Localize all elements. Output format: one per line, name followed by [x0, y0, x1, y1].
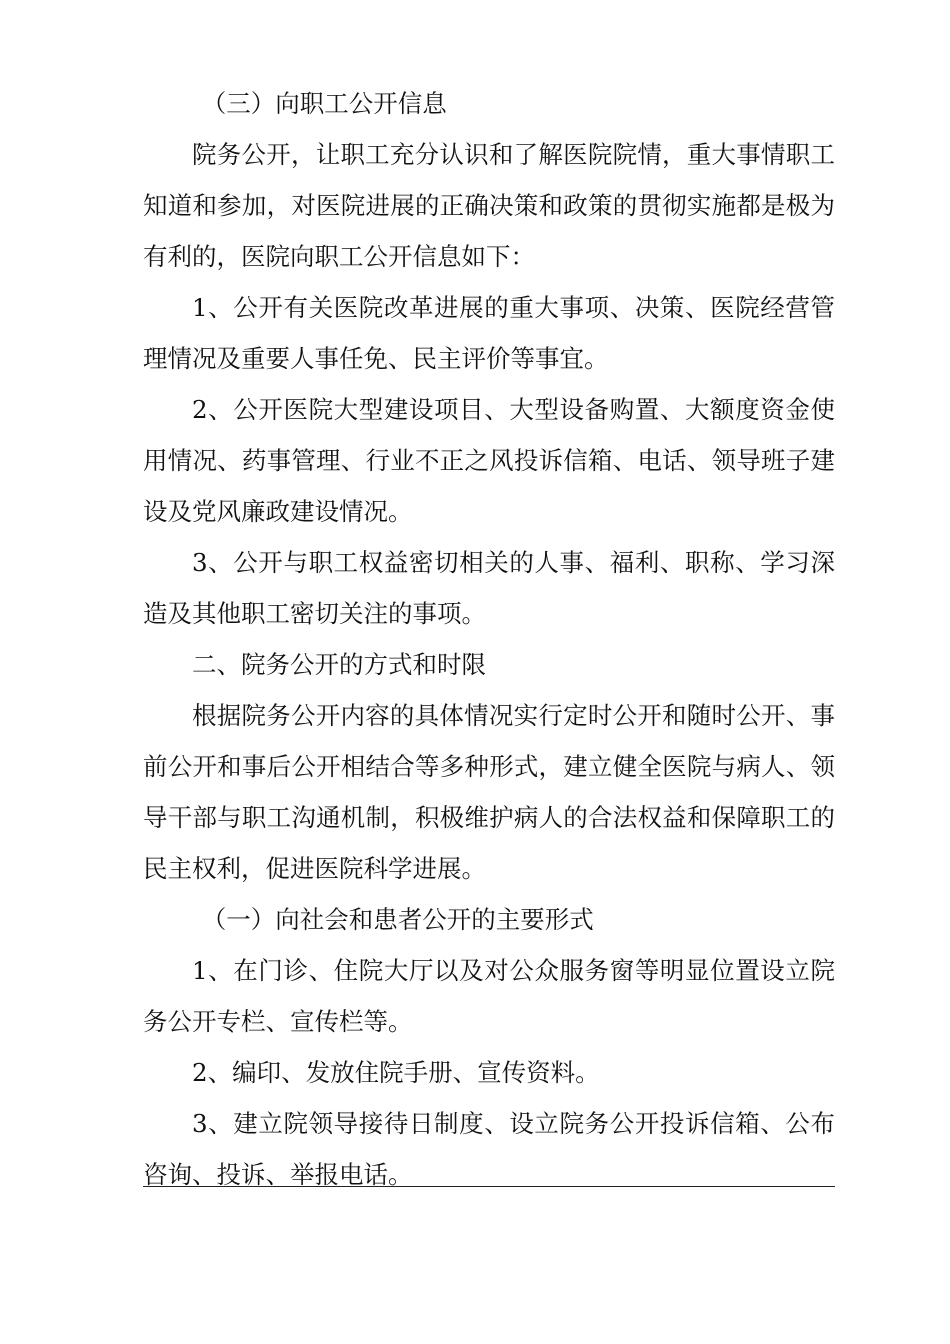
list-item-2-handbooks: 2、编印、发放住院手册、宣传资料。 [192, 1058, 600, 1087]
section-heading-public-disclosure-forms: （一）向社会和患者公开的主要形式 [201, 905, 594, 934]
paragraph-intro-staff-disclosure: 院务公开，让职工充分认识和了解医院院情，重大事情职工知道和参加，对医院进展的正确决策和政策的贯彻实施都是极为有利的，医院向职工公开信息如下： [143, 140, 835, 271]
section-heading-disclose-to-staff: （三）向职工公开信息 [201, 89, 447, 118]
list-item-2-construction-projects: 2、公开医院大型建设项目、大型设备购置、大额度资金使用情况、药事管理、行业不正之风投诉信箱、电话、领导班子建设及党风廉政建设情况。 [143, 395, 835, 526]
list-item-1-reform-matters: 1、公开有关医院改革进展的重大事项、决策、医院经营管理情况及重要人事任免、民主评价等事宜。 [143, 293, 835, 373]
document-body [143, 78, 835, 1200]
section-heading-methods-and-timing: 二、院务公开的方式和时限 [192, 650, 486, 679]
paragraph-methods-description: 根据院务公开内容的具体情况实行定时公开和随时公开、事前公开和事后公开相结合等多种形式，建立健全医院与病人、领导干部与职工沟通机制，积极维护病人的合法权益和保障职工的民主权利，促进医院科学进展。 [143, 701, 835, 883]
list-item-1-bulletin-boards: 1、在门诊、住院大厅以及对公众服务窗等明显位置设立院务公开专栏、宣传栏等。 [143, 956, 835, 1036]
list-item-3-reception-day: 3、建立院领导接待日制度、设立院务公开投诉信箱、公布咨询、投诉、举报电话。 [143, 1109, 835, 1189]
footer-divider [143, 1186, 835, 1187]
list-item-3-staff-interests: 3、公开与职工权益密切相关的人事、福利、职称、学习深造及其他职工密切关注的事项。 [143, 548, 835, 628]
